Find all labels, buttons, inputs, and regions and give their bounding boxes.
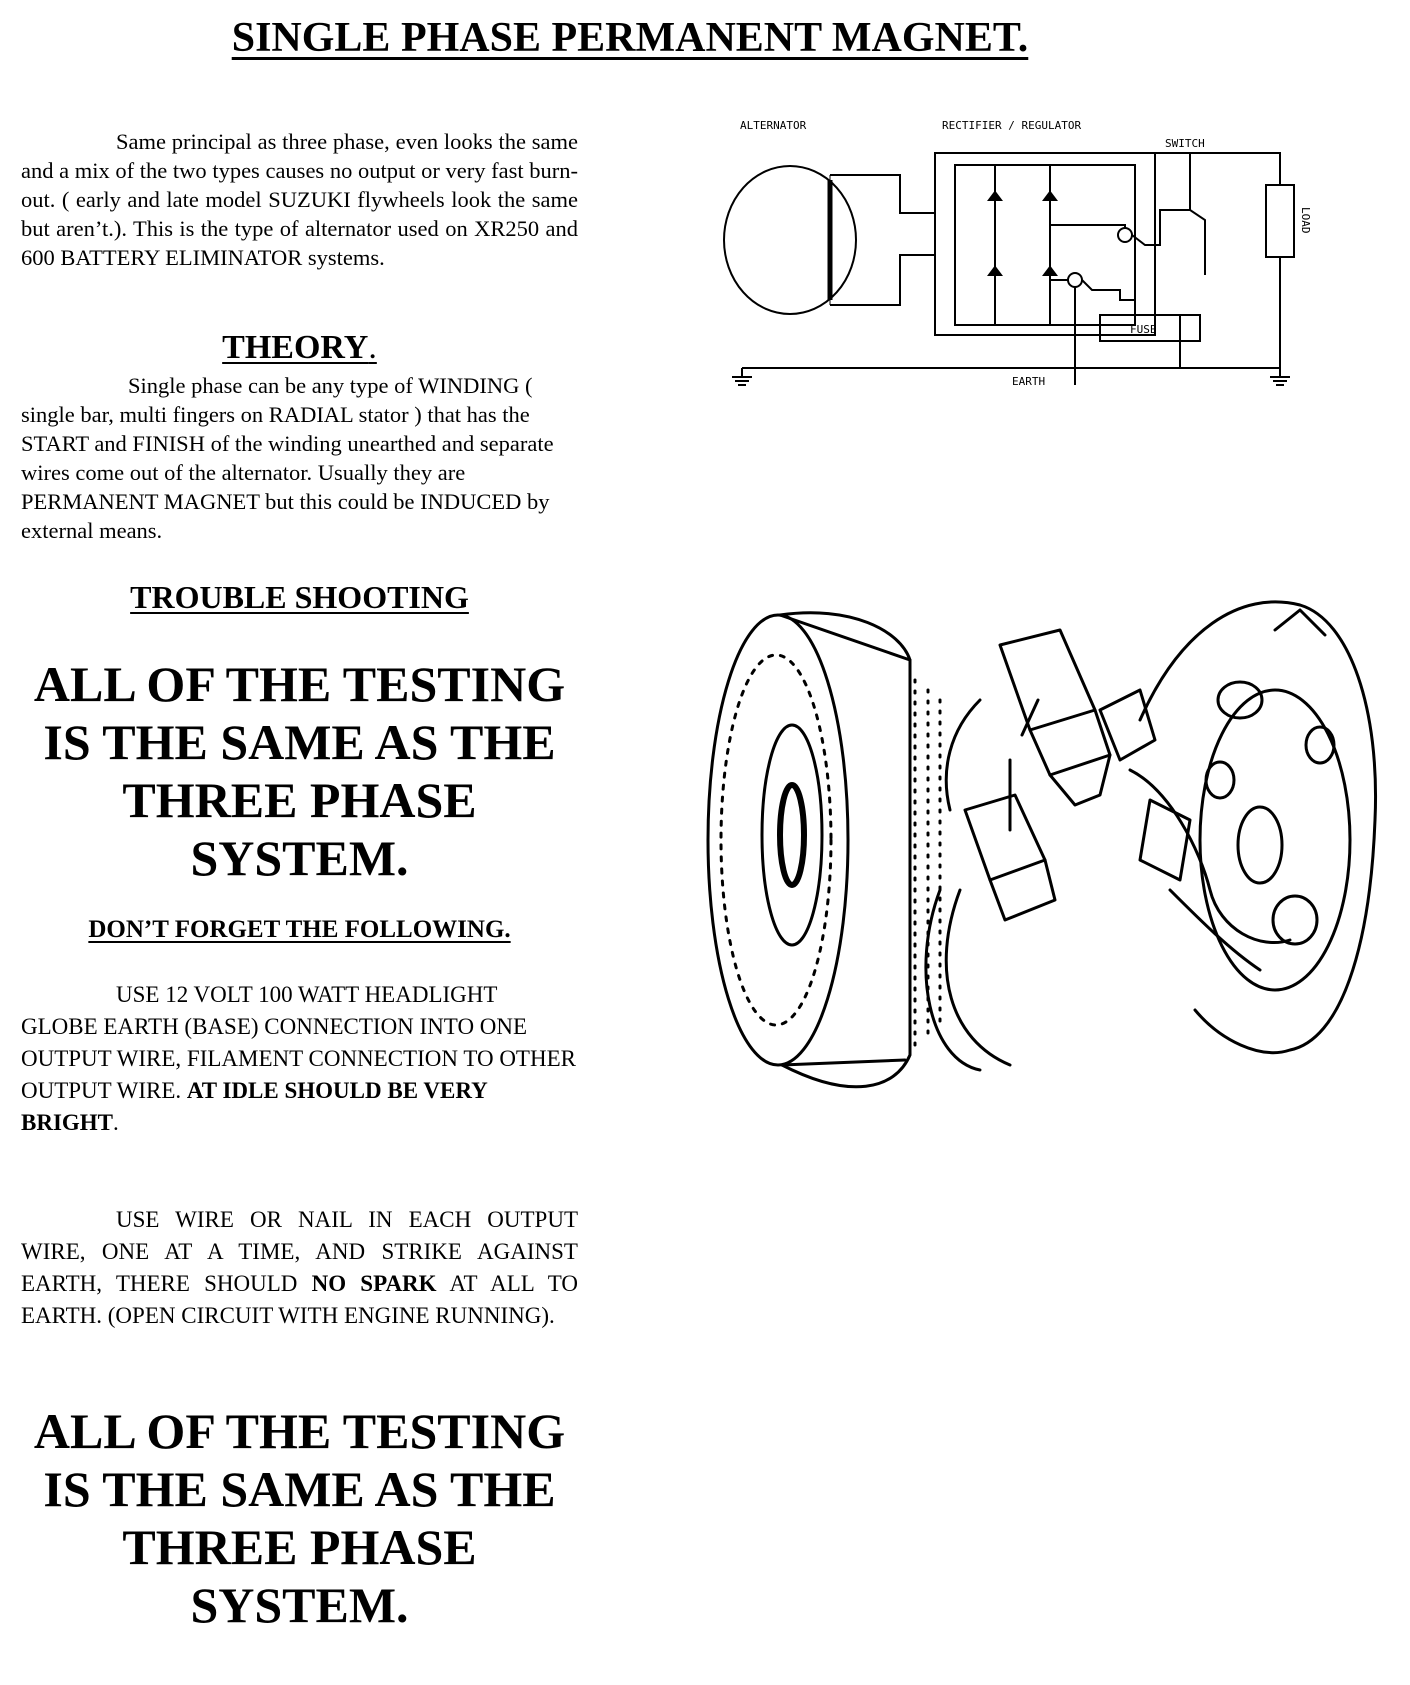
theory-heading-text: THEORY (222, 329, 369, 366)
theory-text: Single phase can be any type of WINDING ( single bar, multi fingers on RADIAL stator ) that has the START and FINISH of the winding unearthed and separate wires come out of the alternator. Usually they are PERMANENT MAGNET but this could be INDUCED by external means. (21, 373, 554, 543)
dont-forget-heading: DON’T FORGET THE FOLLOWING. (88, 916, 511, 943)
globe-test-bold: AT IDLE SHOULD BE VERY BRIGHT (21, 1078, 487, 1135)
theory-heading (21, 328, 578, 368)
alternator-illustration (700, 590, 1390, 1150)
globe-test-end: . (113, 1110, 119, 1135)
earth-label: EARTH (1012, 375, 1046, 388)
intro-text: Same principal as three phase, even looks the same and a mix of the two types causes no output or very fast burn-out. ( early and late model SUZUKI flywheels look the same but aren’t.). This is the type of alternator used on XR250 and 600 BATTERY ELIMINATOR systems. (21, 129, 578, 270)
globe-test-paragraph (21, 979, 578, 1139)
spark-test-text-b: AT ALL TO EARTH. (OPEN CIRCUIT WITH ENGINE RUNNING). (21, 1271, 579, 1328)
page-title: SINGLE PHASE PERMANENT MAGNET. (231, 15, 1029, 61)
load-label: LOAD (1299, 207, 1312, 234)
spark-test-text-a: USE WIRE OR NAIL IN EACH OUTPUT WIRE, ONE AT A TIME, AND STRIKE AGAINST EARTH, THERE SHOULD (21, 1207, 578, 1296)
wiring-diagram (720, 115, 1312, 435)
spark-test-paragraph (21, 1204, 578, 1332)
testing-notice-top: ALL OF THE TESTING IS THE SAME AS THE THREE PHASE SYSTEM. (33, 656, 566, 886)
globe-test-text: USE 12 VOLT 100 WATT HEADLIGHT GLOBE EARTH (BASE) CONNECTION INTO ONE OUTPUT WIRE, FILAMENT CONNECTION TO OTHER OUTPUT WIRE. (21, 982, 576, 1103)
fuse-label: FUSE (1130, 323, 1157, 336)
spark-test-bold: NO SPARK (311, 1271, 437, 1296)
stator-plate (1100, 602, 1376, 1053)
rectifier-label: RECTIFIER / REGULATOR (942, 119, 1082, 132)
alternator-label: ALTERNATOR (740, 119, 807, 132)
switch-label: SWITCH (1165, 137, 1205, 150)
theory-paragraph (21, 371, 578, 545)
troubleshooting-heading: TROUBLE SHOOTING (130, 579, 469, 615)
flywheel-rotor (708, 613, 940, 1087)
diagram-labels (740, 119, 1312, 388)
intro-paragraph (21, 127, 578, 272)
pickup-coils (926, 630, 1110, 1070)
theory-heading-suffix: . (368, 329, 377, 366)
testing-notice-bottom: ALL OF THE TESTING IS THE SAME AS THE THREE PHASE SYSTEM. (33, 1403, 566, 1633)
